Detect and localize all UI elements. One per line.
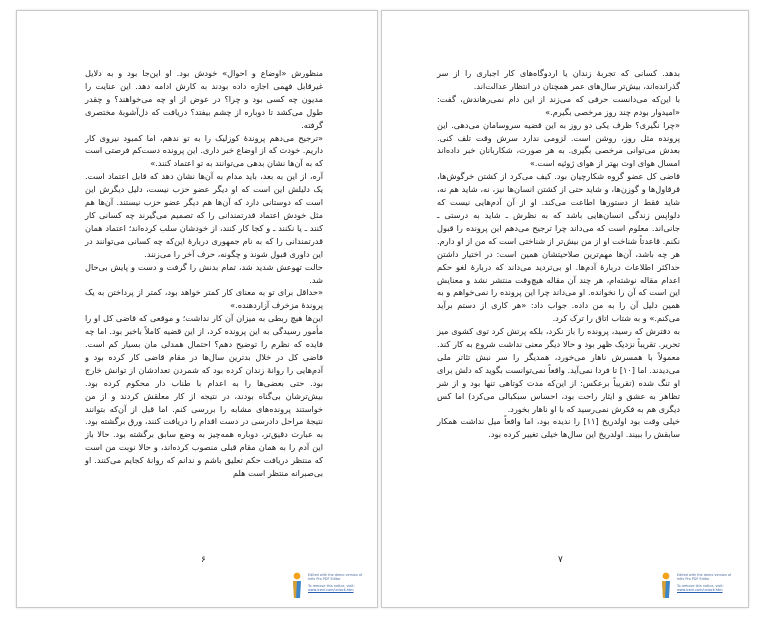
watermark-link[interactable]: www.iceni.com/unlock.htm bbox=[308, 588, 354, 593]
paragraph: آره، از این به بعد، باید مدام به آن‌ها نشان دهد که قابل اعتماد است. یک دلیلش این است که او دیگر عضو حزب نیست، دلیل دیگرش این است که دوستانی دارد که آن‌ها هم دیگر عضو حزب نیستند. آن‌ها هم مثل خودش اعتماد قدرتمندانی را که تصمیم می‌گیرند چه کسانی کار کنند ـ یا نکنند ـ و کجا کار کنند، از خودشان سلب کرده‌اند؛ اعتماد همان قدرتمندانی را که به نام جمهوری دربارهٔ این‌که چه کسانی می‌توانند در این داوری قبول شوند و چگونه، حرف آخر را می‌زنند. bbox=[85, 171, 323, 259]
watermark-line: Infix Pro PDF Editor bbox=[677, 577, 710, 582]
page-7 bbox=[381, 10, 749, 608]
paragraph: به دفترش که رسید، پرونده را باز نکرد، بلکه پرتش کرد توی کشوی میز تحریر. تقریباً نزدیک ظهر بود و حالا دیگر معنی نداشت شروع به کار کند. معمولاً با همسرش ناهار می‌خورد، همدیگر را سر نبش تئاتر ملی می‌دیدند. اما [۱۰] تا فردا نمی‌آید. واقعاً نمی‌توانست بگوید که دلش برای او تنگ شده (تقریباً برعکس: از این‌که مدت کوتاهی تنها بود و از شر تظاهر به عشق و ایثار راحت بود، احساس سبکبالی می‌کرد) اما کس دیگری هم به فکرش نمی‌رسید که با او ناهار بخورد. bbox=[437, 326, 680, 414]
page-6 bbox=[16, 10, 378, 608]
paragraph: «ترجیح می‌دهم پروندهٔ کوزلیک را به تو ندهم، اما کمبود نیروی کار داریم. خودت که از اوضاع خبر داری. این پرونده دست‌کم فرصتی است که به آن‌ها نشان بدهی می‌توانند به تو اعتماد کنند.» bbox=[85, 132, 323, 169]
paragraph: منظورش «اوضاع و احوال» خودش بود. او این‌جا بود و به دلایل غیرقابل فهمی اجازه داده بودند به کارش ادامه دهد. این عنایت را مدیون چه کسی بود و چرا؟ در عوض از او چه می‌خواهند؟ و چقدر طول می‌کشد تا دوباره از چشم بیفتد؟ دریافت که دل‌آشوبهٔ مختصری گرفته. bbox=[85, 68, 323, 130]
watermark-line: Edited with the demo version of bbox=[677, 573, 732, 577]
infix-logo-icon bbox=[289, 572, 305, 599]
watermark-line: Infix Pro PDF Editor bbox=[308, 577, 341, 582]
page-number: ۶ bbox=[201, 555, 206, 565]
demo-watermark bbox=[658, 571, 742, 601]
watermark-line: Edited with the demo version of bbox=[308, 573, 363, 577]
watermark-line: To remove this notice, visit: bbox=[308, 583, 355, 588]
paragraph: «چرا نگیری؟ ظرف یکی دو روز به این قضیه سروسامان می‌دهی. این پرونده مثل روز، روشن است. لزومی ندارد سرش وقت تلف کنی. بعدش می‌توانی مرخصی بگیری. به هر صورت، شکاربانان خبر داده‌اند امسال هوای اوت بهتر از هوای ژوئیه است.» bbox=[437, 119, 680, 169]
paragraph: قاضی کل عضو گروه شکارچیان بود. کیف می‌کرد از کشتن خرگوش‌ها، قرقاول‌ها و گوزن‌ها، و شاید حتی از کشتن انسان‌ها نیز، نه، شاید هم نه، شاید فقط از دستورها اطاعت می‌کند. او از آن آدم‌هایی نیست که دلواپس زندگی انسان‌هایی باشد که به نظرش ـ شاید به درستی ـ جانی‌اند. معلوم است که می‌داند چرا ترجیح می‌دهم این پرونده را قبول نکنم. قاعدتاً شناخت او از من بیش‌تر از شناختی است که من از او دارم. هر چه باشد، آن‌ها مهم‌ترین صلاحیتشان همین است: در اختیار داشتن حداکثر اطلاعات دربارهٔ آدم‌ها. او بی‌تردید می‌داند که دربارهٔ لغو حکم اعدام مقاله نوشته‌ام، هر چند آن مقاله هیچ‌وقت منتشر نشد و معنایش این است که آن را نخوانده. او می‌داند چرا این پرونده را نمی‌خواهم و به همین دلیل آن را به من داده. جواب داد: «هر کاری از دستم برآید می‌کنم.» و به شتاب اتاق را ترک کرد. bbox=[437, 171, 680, 324]
page-text bbox=[85, 67, 323, 480]
watermark-text bbox=[308, 573, 372, 593]
paragraph: این‌ها هیچ ربطی به میزان آن کار نداشت؛ و موقعی که قاضی کل او را مأمور رسیدگی به این پرونده کرد، از این قضیه کاملاً باخبر بود. اما چه فایده که نظرم را توضیح دهم؟ احتمال همدلی‌ مان بسیار کم است. قاضی کل در خلال بدترین سال‌ها در مقام قاضی کار کرده بود و آدم‌هایی را روانهٔ زندان کرده بود که شمردن تعدادشان از توانش خارج بود. حتی بعضی‌ها را به اعدام با طناب دار محکوم کرده بود. بیش‌ترشان بی‌گناه بودند، در نتیجه از کار معلقش کردند و از من خواستند پرونده‌های مشابه را بررسی کنم. اما قبل از آن‌که بتوانند نتیجهٔ مراحل دادرسی در دست اقدام را دریافت کنند، ورق برگشته بود. به عبارت دقیق‌تر، دوباره همه‌چیز به وضع سابق برگشته بود. حالا باز این آدم را به همان مقام قبلی منصوب کرده‌اند، و حالا نوبت من است که منتظر دریافت حکم تعلیق باشم و ندانم که روانهٔ کجایم می‌کنند. او بی‌صبرانه منتظر است هلم bbox=[85, 313, 323, 479]
watermark-line: To remove this notice, visit: bbox=[677, 583, 724, 588]
paragraph: «حداقل برای تو به معنای کار کمتر خواهد بود، کمتر از پرداختن به یک پروندهٔ مزخرف آزاردهنده.» bbox=[85, 287, 323, 311]
infix-logo-icon bbox=[658, 572, 674, 599]
demo-watermark bbox=[289, 571, 373, 601]
paragraph: بدهد. کسانی که تجربهٔ زندان یا اردوگاه‌های کار اجباری را از سر گذرانده‌اند، بیش‌تر سال‌های عمر همچنان در انتظار عدالت‌اند. bbox=[437, 68, 680, 91]
paragraph: با این‌که می‌دانست حرفی که می‌زند از این دام نمی‌رهاندش، گفت: «امیدوار بودم چند روز مرخصی بگیرم.» bbox=[437, 93, 680, 117]
page-number: ۷ bbox=[558, 555, 563, 565]
page-text bbox=[437, 67, 680, 441]
watermark-link[interactable]: www.iceni.com/unlock.htm bbox=[677, 588, 723, 593]
paragraph: خیلی وقت بود اولدریخ [۱۱] را ندیده بود، اما واقعاً میل نداشت همکار سابقش را ببیند. اولدریخ این سال‌ها خیلی تغییر کرده بود. bbox=[437, 416, 680, 440]
paragraph: حالت تهوعش شدید شد، تمام بدنش را گرفت و دست و پایش بی‌حال شد. bbox=[85, 261, 323, 285]
watermark-text bbox=[677, 573, 741, 593]
